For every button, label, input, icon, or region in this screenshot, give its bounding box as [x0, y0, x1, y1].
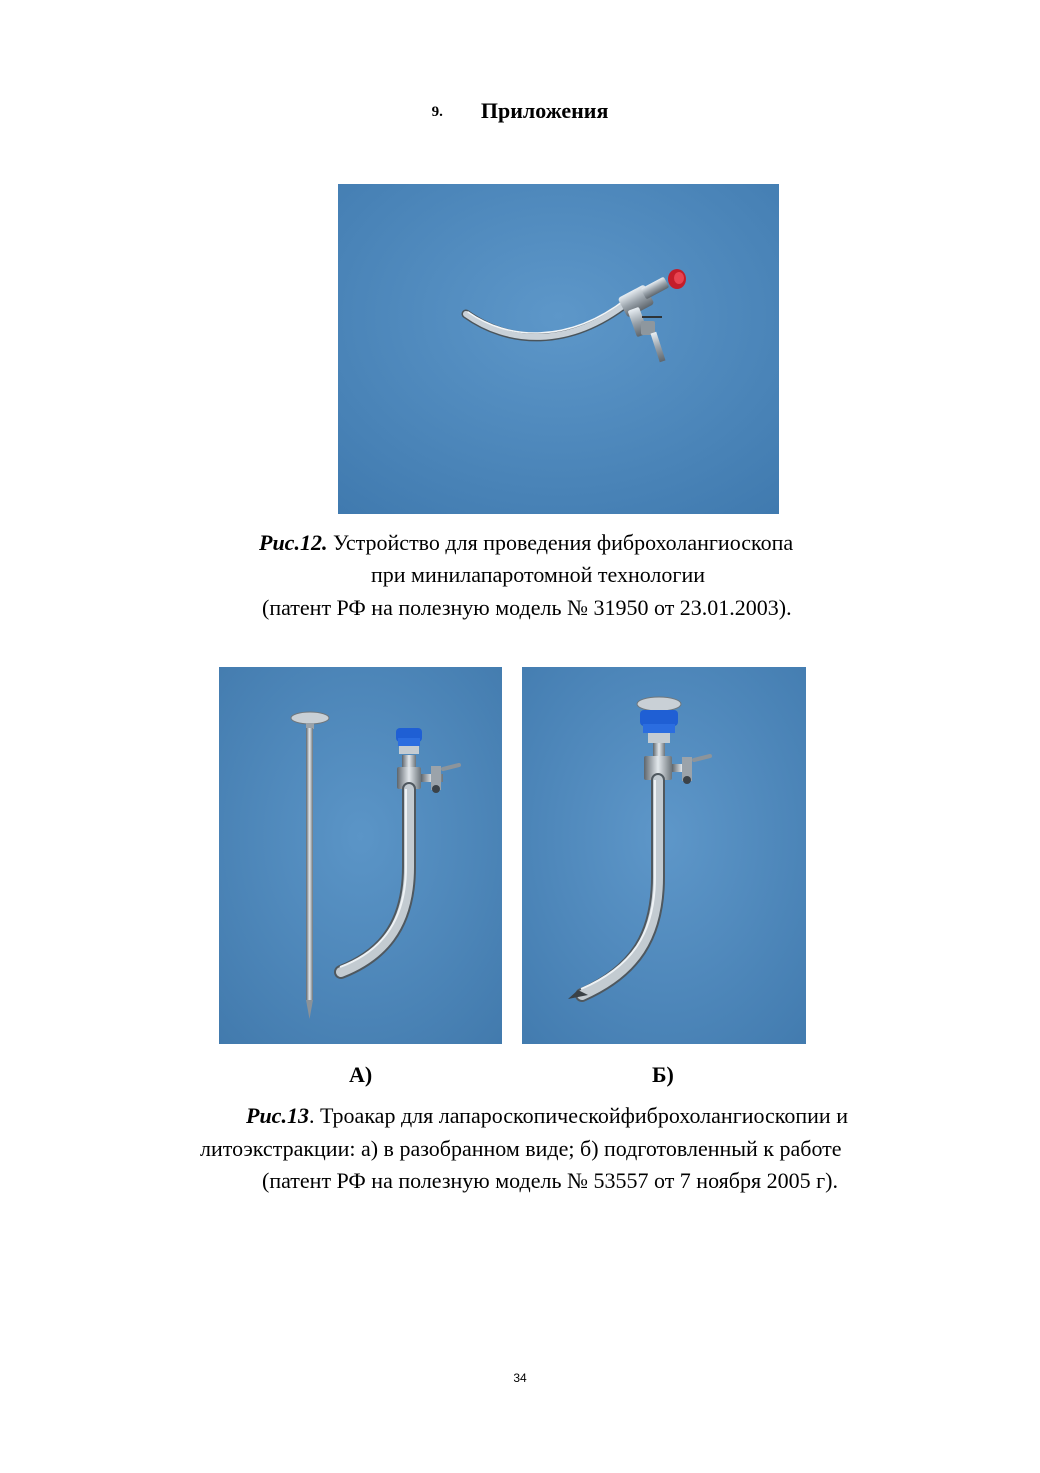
figure-12-caption-line-3: (патент РФ на полезную модель № 31950 от 23.01.2003). [262, 595, 792, 620]
page-number: 34 [513, 1371, 527, 1385]
section-number: 9. [431, 104, 443, 120]
section-title: Приложения [480, 98, 609, 123]
figure-13-caption-line-2: литоэкстракции: а) в разобранном виде; б) подготовленный к работе [200, 1136, 842, 1161]
figure-12-photo [338, 184, 779, 514]
figure-12-caption-line-1 [259, 527, 793, 559]
figure-13-caption-line-1 [246, 1100, 848, 1132]
figure-12-caption-line-2: при минилапаротомной технологии [371, 562, 705, 587]
figure-13-label-a: А) [349, 1062, 373, 1087]
figure-13-caption-text-1: . Троакар для лапароскопическойфиброхолангиоскопии и [308, 1103, 848, 1128]
figure-13-label-b: Б) [652, 1062, 674, 1087]
figure-13-label: Рис.13 [246, 1103, 309, 1128]
section-heading [0, 98, 1040, 124]
figure-12-label: Рис.12. [259, 530, 328, 555]
figure-12-caption-text-1: Устройство для проведения фиброхолангиоскопа [327, 530, 794, 555]
figure-13-caption-line-3: (патент РФ на полезную модель № 53557 от 7 ноября 2005 г). [262, 1168, 838, 1193]
figure-13a-photo [219, 667, 502, 1044]
figure-13b-photo [522, 667, 806, 1044]
